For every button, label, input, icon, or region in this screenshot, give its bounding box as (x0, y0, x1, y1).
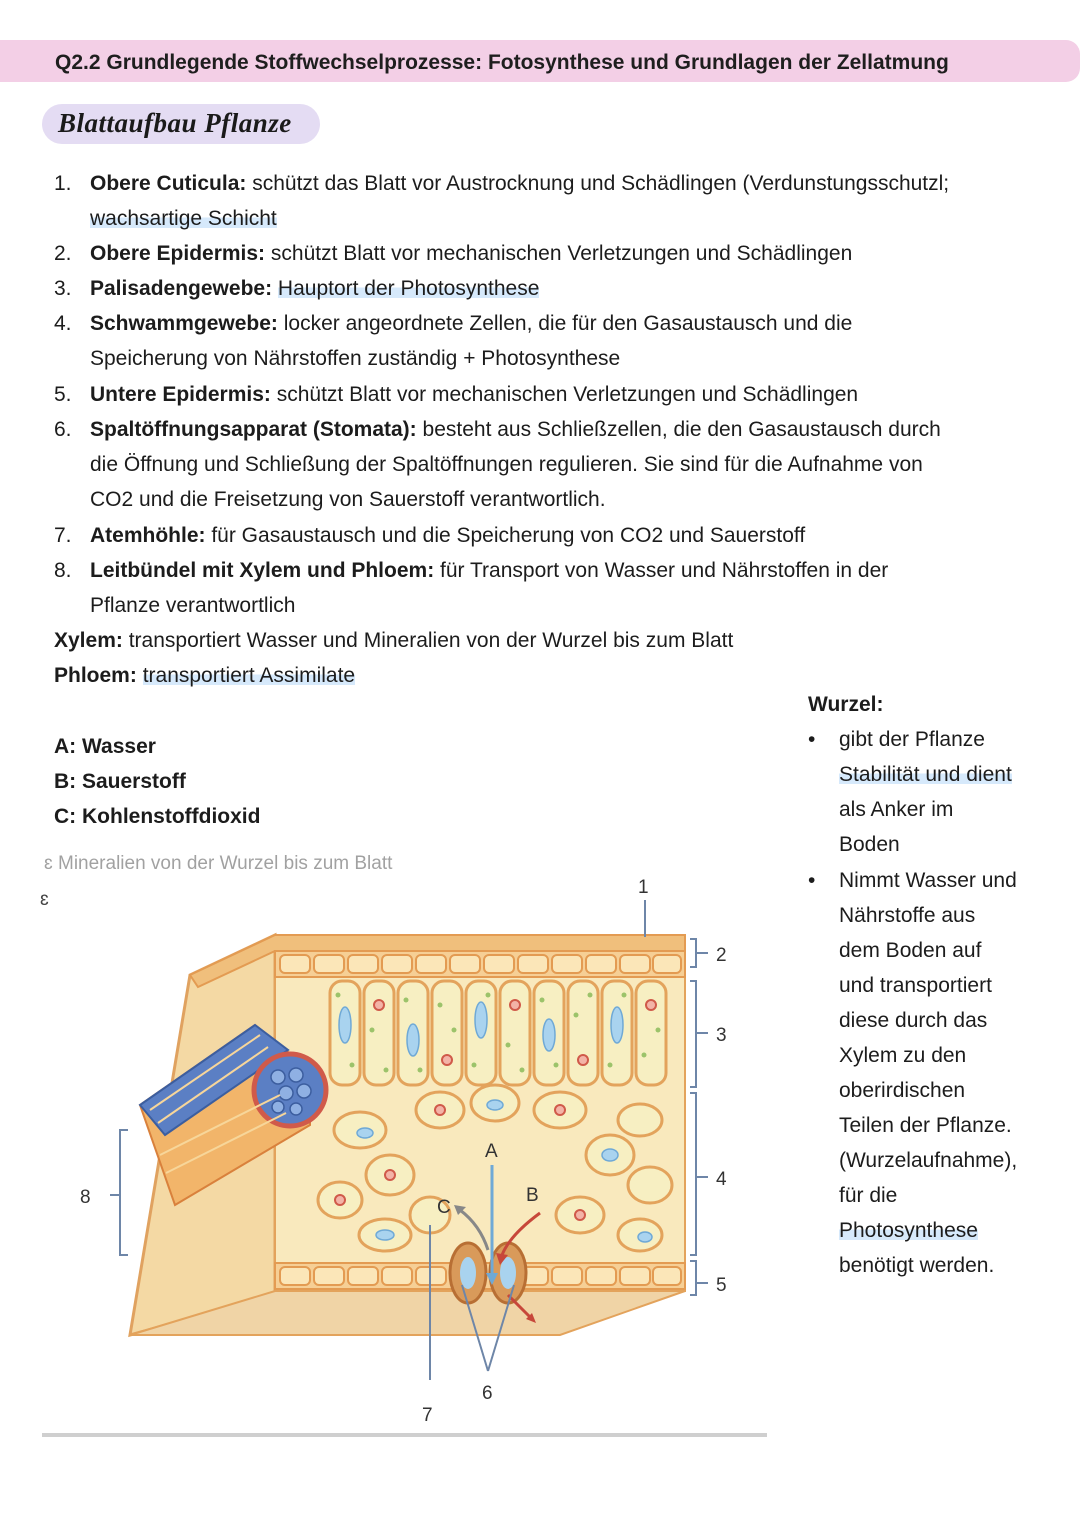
label-3: 3 (716, 1025, 727, 1046)
wurzel-title: Wurzel: (808, 693, 884, 716)
section-title: Blattaufbau Pflanze (58, 108, 292, 138)
item-text: besteht aus Schließzellen, die den Gasaustausch durch (422, 418, 941, 441)
leaf-diagram-svg (40, 855, 770, 1440)
legend-c: C: Kohlenstoffdioxid (54, 805, 261, 828)
legend-a: A: Wasser (54, 735, 156, 758)
list-item (90, 236, 852, 271)
label-1: 1 (638, 877, 649, 898)
bullet-icon: • (808, 869, 816, 892)
item-text-continued: CO2 und die Freisetzung von Sauerstoff verantwortlich. (90, 488, 606, 511)
item-text-continued: Speicherung von Nährstoffen zuständig + Photosynthese (90, 347, 621, 370)
upper-epidermis (275, 951, 685, 977)
item-text: locker angeordnete Zellen, die für den Gasaustausch und die (283, 312, 853, 335)
page-title: Q2.2 Grundlegende Stoffwechselprozesse: Fotosynthese und Grundlagen der Zellatmung (55, 51, 949, 74)
item-number: 1. (54, 172, 72, 195)
item-number: 2. (54, 242, 72, 265)
item-term: Obere Cuticula: (90, 172, 247, 195)
list-item (90, 518, 805, 553)
label-a: A (485, 1141, 498, 1162)
item-number: 6. (54, 418, 72, 441)
list-item (90, 412, 941, 447)
legend-b: B: Sauerstoff (54, 770, 186, 793)
item-text: schützt Blatt vor mechanischen Verletzungen und Schädlingen (276, 383, 859, 406)
xylem-definition: Xylem: transportiert Wasser und Mineralien von der Wurzel bis zum Blatt (54, 629, 734, 652)
wurzel-bullet-2: Nimmt Wasser und Nährstoffe aus dem Boden auf und transportiert diese durch das Xylem zu den oberirdischen Teilen der Pflanze. (Wurzelaufnahme), für die Photosynthese benötigt werden. (839, 869, 1018, 1277)
item-text-continued: die Öffnung und Schließung der Spaltöffnungen regulieren. Sie sind für die Aufnahme von (90, 453, 923, 476)
item-text: Hauptort der Photosynthese (277, 277, 540, 300)
wurzel-bullet-1: gibt der Pflanze Stabilität und dient als Anker im Boden (839, 728, 1012, 856)
label-c: C (437, 1197, 451, 1218)
item-text: schützt das Blatt vor Austrocknung und Schädlingen (Verdunstungsschutzl; (252, 172, 950, 195)
list-item (90, 271, 539, 306)
item-text: für Gasaustausch und die Speicherung von CO2 und Sauerstoff (211, 524, 806, 547)
list-item (90, 166, 949, 201)
phloem-definition: Phloem: transportiert Assimilate (54, 664, 356, 687)
item-number: 4. (54, 312, 72, 335)
list-item (90, 377, 858, 412)
item-term: Leitbündel mit Xylem und Phloem: (90, 559, 435, 582)
list-item (90, 306, 852, 341)
item-term: Spaltöffnungsapparat (Stomata): (90, 418, 417, 441)
item-number: 7. (54, 524, 72, 547)
bullet-icon: • (808, 728, 816, 751)
margin-glyph: ɛ (40, 889, 49, 910)
label-6: 6 (482, 1383, 493, 1404)
item-term: Obere Epidermis: (90, 242, 266, 265)
label-4: 4 (716, 1169, 727, 1190)
diagram-bottom-border (42, 1433, 767, 1437)
item-text-continued: Pflanze verantwortlich (90, 594, 296, 617)
item-number: 5. (54, 383, 72, 406)
label-8: 8 (80, 1187, 91, 1208)
item-term: Untere Epidermis: (90, 383, 271, 406)
item-number: 3. (54, 277, 72, 300)
label-5: 5 (716, 1275, 727, 1296)
label-2: 2 (716, 945, 727, 966)
item-number: 8. (54, 559, 72, 582)
item-text: für Transport von Wasser und Nährstoffen in der (440, 559, 889, 582)
item-text-continued: wachsartige Schicht (90, 207, 277, 230)
list-item (90, 553, 888, 588)
label-7: 7 (422, 1405, 433, 1426)
item-term: Palisadengewebe: (90, 277, 273, 300)
item-term: Atemhöhle: (90, 524, 206, 547)
cut-off-text: ɛ Mineralien von der Wurzel bis zum Blatt (44, 855, 393, 874)
item-term: Schwammgewebe: (90, 312, 278, 335)
leaf-cross-section-diagram (40, 855, 770, 1440)
label-b: B (526, 1185, 539, 1206)
item-text: schützt Blatt vor mechanischen Verletzungen und Schädlingen (270, 242, 853, 265)
